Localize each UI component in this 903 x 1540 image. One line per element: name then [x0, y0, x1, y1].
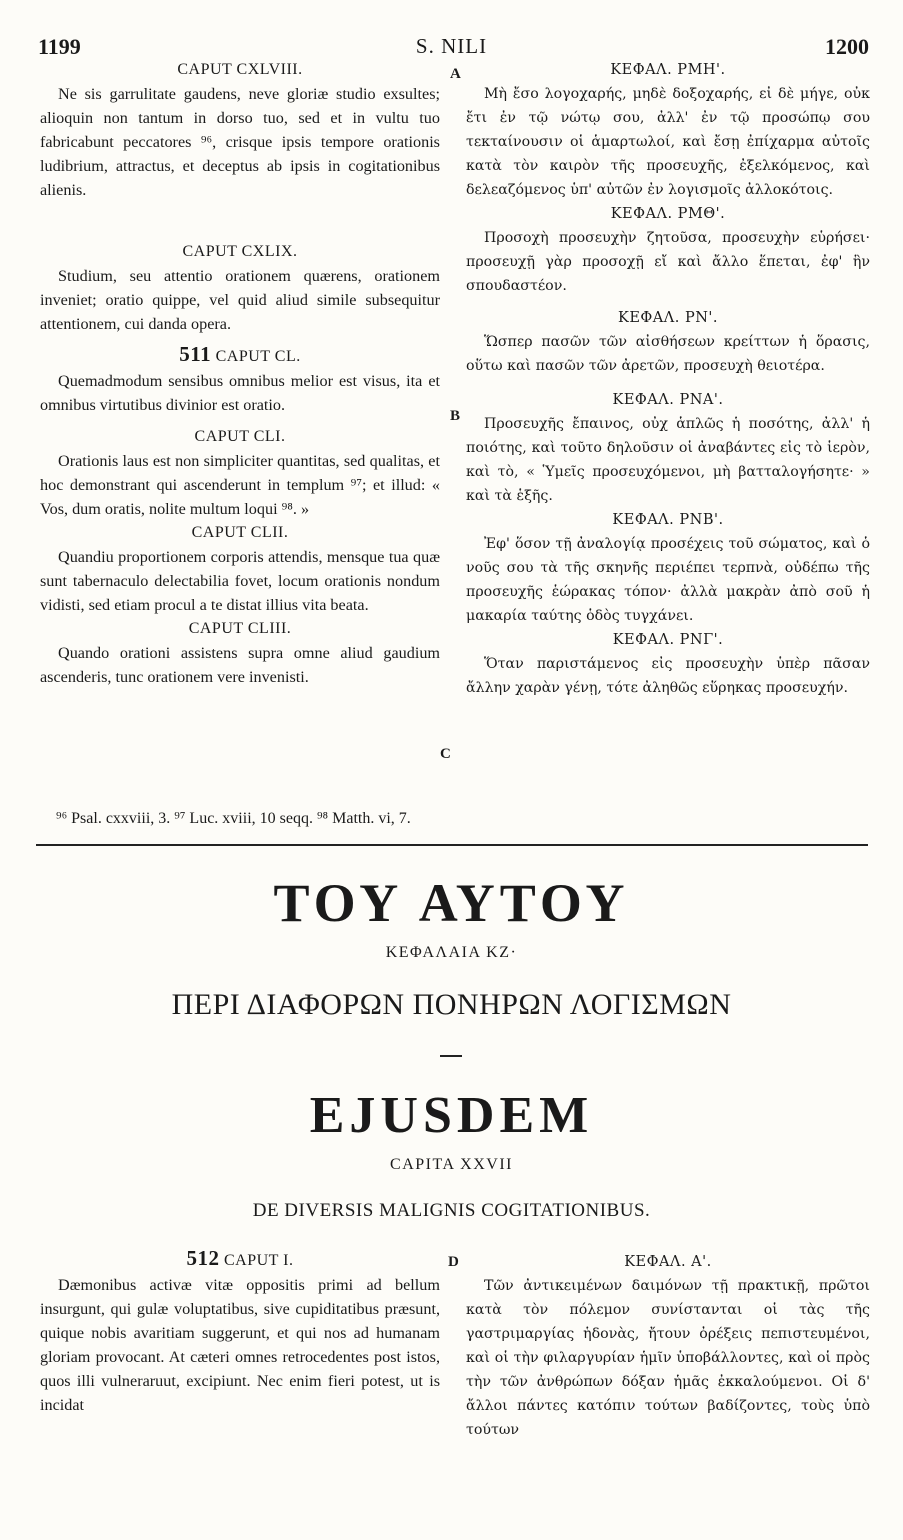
chapter-heading: CAPUT CL. — [215, 348, 301, 365]
chapter-text: Ἐφ' ὅσον τῇ ἀναλογίᾳ προσέχεις τοῦ σώματος, καὶ ὁ νοῦς σου τὰ τῆς σκηνῆς περιέπει τερπνὰ, οὐδέπω τῆς προσευχῆς ἑώρακας τόπον· ἀλλὰ μακρὰν ἀπὸ σοῦ ἡ μακαρία ταύτης ὁδὸς τυγχάνει. — [466, 536, 870, 624]
chapter-150-latin — [40, 342, 440, 417]
chapter-text: Dæmonibus activæ vitæ oppositis primi ad bellum insurgunt, qui gulæ voluptatibus, sive cupiditatibus præsunt, quique nobis avaritiam suggerunt, et qui nos ad humanam gloriam provocant. At cæteri omnes retrocedentes post istos, quos illi vulneraruut, excipiunt. Nec enim fieri potest, ut is incidat — [40, 1276, 440, 1414]
chapter-heading: ΚΕΦΑΛ. ΡΝΑ'. — [612, 392, 724, 408]
running-title: S. NILI — [415, 34, 488, 58]
chapter-text: Studium, seu attentio orationem quærens, orationem inveniet; oratio quippe, vel quid aliud simile subsequitur attentionem, cui danda opera. — [40, 267, 440, 333]
greek-column-bottom — [466, 1250, 870, 1442]
latin-subtitle: CAPITA XXVII — [390, 1156, 513, 1173]
chapter-149-greek — [466, 202, 870, 298]
greek-title: ΤΟΥ ΑΥΤΟΥ — [273, 873, 630, 933]
chapter-153-latin — [40, 617, 440, 689]
chapter-heading: ΚΕΦΑΛ. ΡΝΒ'. — [612, 512, 724, 528]
chapter-heading: ΚΕΦΑΛ. ΡΝΓ'. — [612, 632, 724, 648]
chapter-heading: CAPUT CLIII. — [188, 620, 292, 637]
chapter-text: Τῶν ἀντικειμένων δαιμόνων τῇ πρακτικῇ, πρῶτοι κατὰ τὸν πόλεμον συνίστανται οἱ τὰς τῆς γαστριμαργίας ἡδονὰς, ἤτουν ὀρέξεις πεπιστευμένοι, καὶ οἱ τὴν φιλαργυρίαν ἡμῖν ὑποβάλλοντες, καὶ οἱ πρὸς τὴν τῶν ἀνθρώπων δόξαν ἡμᾶς ἐκκαλούμενοι. Οἱ δ' ἄλλοι πάντες κατόπιν τούτων βαδίζοντες, τοὺς ὑπὸ τούτων — [466, 1278, 870, 1438]
chapter-heading: ΚΕΦΑΛ. ΡΜΗ'. — [610, 62, 726, 78]
chapter-heading: ΚΕΦΑΛ. ΡΜΘ'. — [610, 206, 726, 222]
chapter-heading: CAPUT CXLIX. — [182, 243, 298, 260]
column-number: 511 — [179, 342, 212, 366]
chapter-text: Ne sis garrulitate gaudens, neve gloriæ studio exsultes; alioquin non tantum in dorso tuo, sed et in vultu tuo fabricabunt peccatores ⁹⁶, crisque ipsis tempore orationis ludibrium, attractus, et deceptus ab ipsis in cogitationibus alienis. — [40, 85, 440, 199]
greek-heading: ΠΕΡΙ ΔΙΑΦΟΡΩΝ ΠΟΝΗΡΩΝ ΛΟΓΙΣΜΩΝ — [171, 988, 732, 1021]
greek-column-top — [466, 58, 870, 700]
latin-title: EJUSDEM — [309, 1087, 594, 1144]
chapter-151-latin — [40, 425, 440, 521]
margin-marker-c: C — [440, 746, 451, 762]
chapter-text: Μὴ ἔσο λογοχαρής, μηδὲ δοξοχαρής, εἰ δὲ μήγε, οὐκ ἔτι ἐν τῷ νώτῳ σου, ἀλλ' ἐν τῷ προσώπῳ σου τεκταίνουσιν οἱ ἁμαρτωλοί, καὶ ἔσῃ ἐπίχαρμα αὐτοῖς κατὰ τὸν καιρὸν τῆς προσευχῆς, ἐξελκόμενος, καὶ δελεαζόμενος ὑπ' αὐτῶν ἐν λογισμοῖς ἀλλοκότοις. — [466, 86, 870, 198]
chapter-150-greek — [466, 306, 870, 378]
title-dash — [440, 1055, 462, 1057]
margin-marker-a: A — [450, 66, 461, 82]
chapter-heading: ΚΕΦΑΛ. Α'. — [624, 1254, 712, 1270]
chapter-text: Quando orationi assistens supra omne aliud gaudium ascenderis, tunc orationem vere invenisti. — [40, 644, 440, 686]
column-number: 512 — [186, 1246, 220, 1270]
chapter-text: Quemadmodum sensibus omnibus melior est visus, ita et omnibus virtutibus divinior est oratio. — [40, 372, 440, 414]
chapter-text: Ὥσπερ πασῶν τῶν αἰσθήσεων κρείττων ἡ ὅρασις, οὕτω καὶ πασῶν τῶν ἀρετῶν, προσευχὴ θειοτέρα. — [466, 334, 870, 374]
left-page-number: 1199 — [38, 34, 81, 59]
chapter-153-greek — [466, 628, 870, 700]
chapter-148-latin — [40, 58, 440, 202]
running-header — [0, 34, 903, 60]
latin-column-bottom — [40, 1246, 440, 1417]
chapter-heading: CAPUT CXLVIII. — [177, 61, 303, 78]
chapter-text: Orationis laus est non simpliciter quantitas, sed qualitas, et hoc demonstrant qui ascenderunt in templum ⁹⁷; et illud: « Vos, dum oratis, nolite multum loqui ⁹⁸. » — [40, 452, 440, 518]
margin-marker-b: B — [450, 408, 461, 424]
chapter-heading: CAPUT CLII. — [191, 524, 289, 541]
chapter-heading: ΚΕΦΑΛ. ΡΝ'. — [617, 310, 718, 326]
right-page-number: 1200 — [825, 34, 869, 59]
chapter-148-greek — [466, 58, 870, 202]
latin-heading: DE DIVERSIS MALIGNIS COGITATIONIBUS. — [252, 1200, 651, 1221]
section-divider — [36, 844, 868, 846]
latin-column-top — [40, 58, 440, 689]
chapter-151-greek — [466, 388, 870, 508]
chapter-text: Προσευχῆς ἔπαινος, οὐχ ἁπλῶς ἡ ποσότης, ἀλλ' ἡ ποιότης, καὶ τοῦτο δηλοῦσιν οἱ ἀναβάντες εἰς τὸ ἱερὸν, καὶ τὸ, « Ὑμεῖς προσευχόμενοι, μὴ βατταλογήσητε· » καὶ τὰ ἑξῆς. — [466, 416, 870, 504]
chapter-heading: CAPUT CLI. — [194, 428, 286, 445]
footnotes: ⁹⁶ Psal. cxxviii, 3. ⁹⁷ Luc. xviii, 10 seqq. ⁹⁸ Matth. vi, 7. — [56, 810, 411, 827]
chapter-152-latin — [40, 521, 440, 617]
chapter-text: Ὅταν παριστάμενος εἰς προσευχὴν ὑπὲρ πᾶσαν ἄλλην χαρὰν γένῃ, τότε ἀληθῶς εὕρηκας προσευχήν. — [466, 656, 870, 696]
chapter-149-latin — [40, 240, 440, 336]
chapter-text: Προσοχὴ προσευχὴν ζητοῦσα, προσευχὴν εὑρήσει· προσευχῇ γὰρ προσοχῇ εἴ καὶ ἄλλο ἕπεται, ἐφ' ἣν σπουδαστέον. — [466, 230, 870, 294]
chapter-text: Quandiu proportionem corporis attendis, mensque tua quæ sunt tabernaculo delectabilia fovet, locum orationis nondum vidisti, sed etiam procul a te distat illius vita beata. — [40, 548, 440, 614]
margin-marker-d: D — [448, 1254, 459, 1270]
greek-subtitle: ΚΕΦΑΛΑΙΑ ΚΖ· — [385, 944, 518, 961]
chapter-heading: CAPUT I. — [224, 1252, 294, 1269]
chapter-152-greek — [466, 508, 870, 628]
